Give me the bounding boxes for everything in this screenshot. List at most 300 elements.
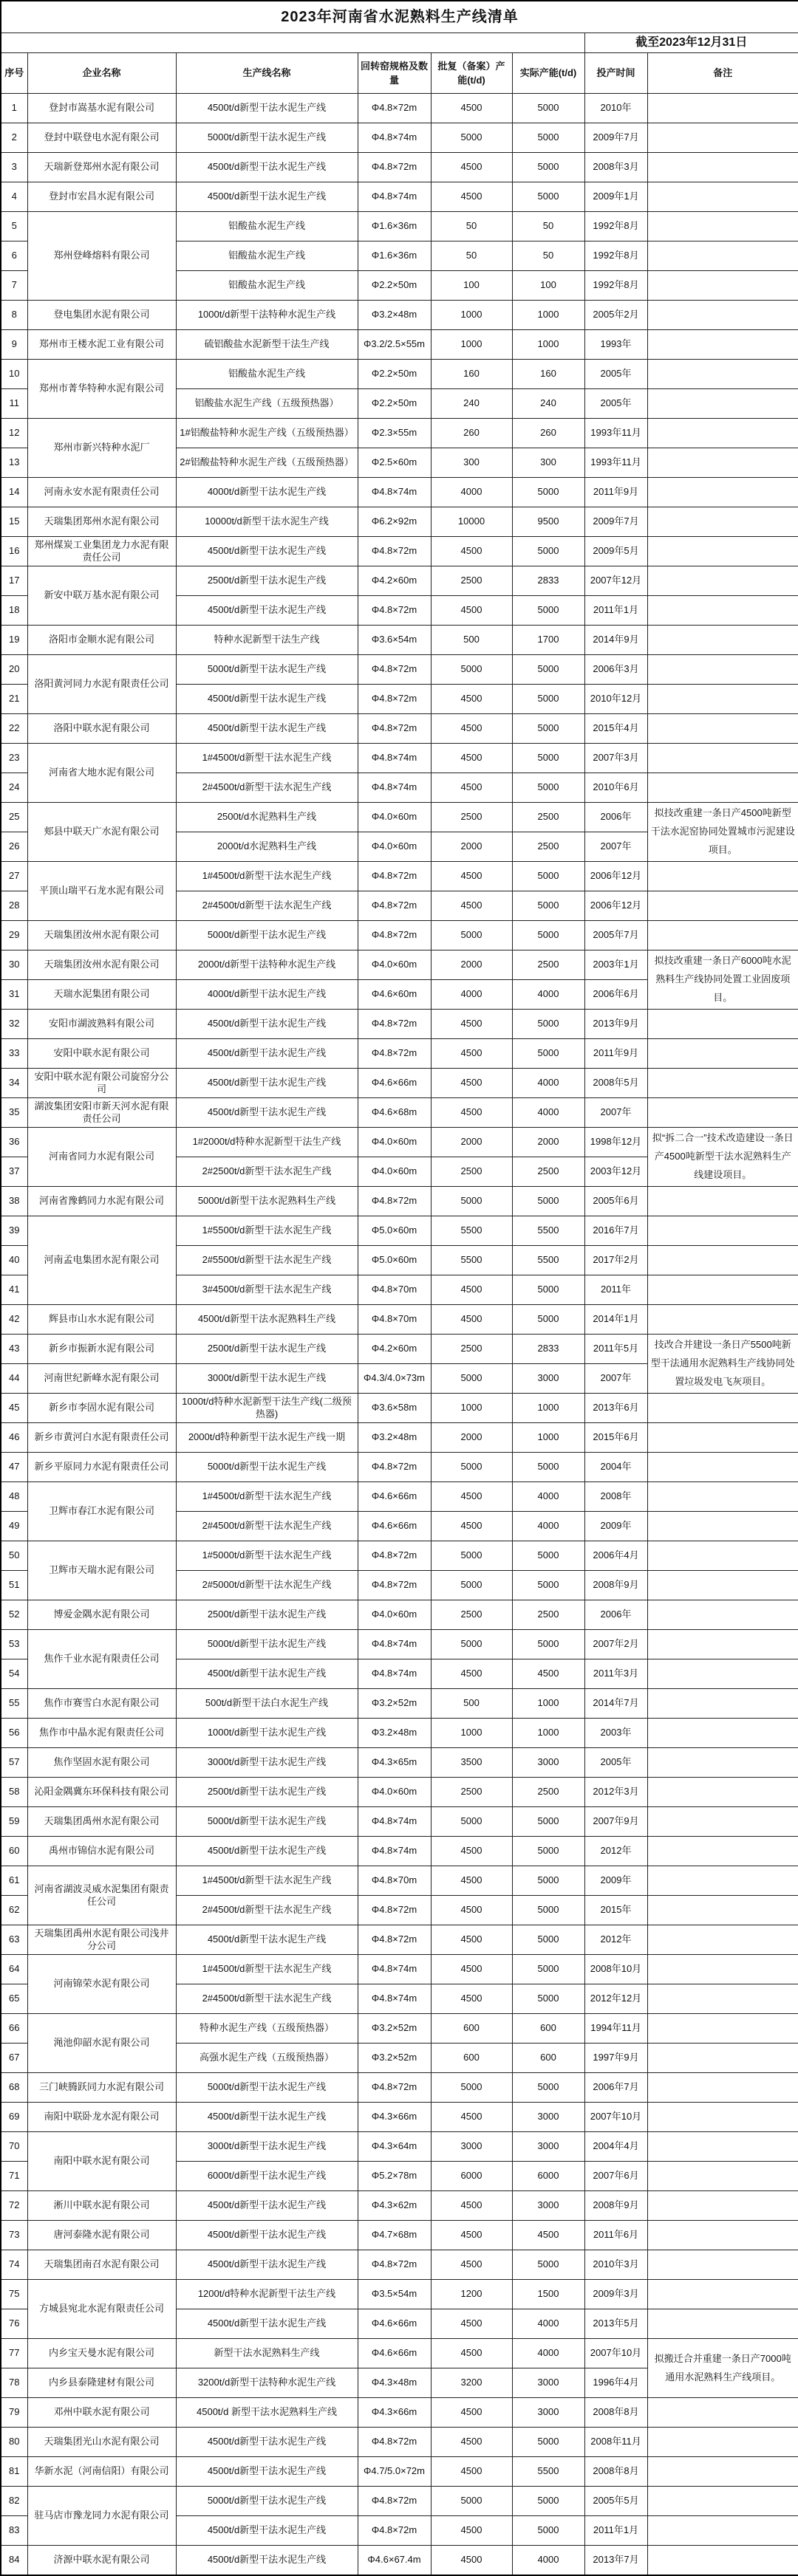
kiln-spec-cell: Φ4.6×66m [358,1512,431,1541]
remark-cell [647,1482,798,1512]
company-cell: 天瑞集团禹州水泥有限公司 [27,1807,176,1837]
remark-cell [647,360,798,389]
line-name-cell: 5000t/d新型干法水泥生产线 [176,921,358,950]
remark-cell: 拟“拆二合一”技术改造建设一条日产4500吨新型干法水泥熟料生产线建设项目。 [647,1128,798,1187]
approved-capacity-cell: 4500 [431,596,512,626]
actual-capacity-cell: 5000 [512,2428,584,2457]
approved-capacity-cell: 5000 [431,2487,512,2516]
line-name-cell: 5000t/d新型干法水泥生产线 [176,655,358,685]
line-name-cell: 2#4500t/d新型干法水泥生产线 [176,891,358,921]
kiln-spec-cell: Φ4.8×74m [358,1807,431,1837]
company-cell: 天瑞集团汝州水泥有限公司 [27,950,176,980]
company-cell: 郏县中联天广水泥有限公司 [27,803,176,862]
kiln-spec-cell: Φ2.2×50m [358,271,431,301]
line-name-cell: 2500t/d新型干法水泥生产线 [176,1335,358,1364]
commissioned-date-cell: 2011年5月 [584,1335,647,1364]
line-name-cell: 1000t/d新型干法水泥生产线 [176,1719,358,1748]
actual-capacity-cell: 2500 [512,1600,584,1630]
line-name-cell: 1#5000t/d新型干法水泥生产线 [176,1541,358,1571]
table-row [1,655,798,685]
table-row [1,2339,798,2368]
kiln-spec-cell: Φ3.6×54m [358,626,431,655]
kiln-spec-cell: Φ1.6×36m [358,242,431,271]
serial-cell: 59 [1,1807,27,1837]
kiln-spec-cell: Φ4.7/5.0×72m [358,2457,431,2487]
serial-cell: 71 [1,2162,27,2191]
company-cell: 安阳中联水泥有限公司旋窑分公司 [27,1069,176,1098]
commissioned-date-cell: 2009年5月 [584,537,647,566]
table-row [1,2073,798,2103]
company-cell: 登封中联登电水泥有限公司 [27,123,176,153]
commissioned-date-cell: 2008年9月 [584,1571,647,1600]
approved-capacity-cell: 4500 [431,182,512,212]
commissioned-date-cell: 2008年5月 [584,1069,647,1098]
serial-cell: 13 [1,448,27,478]
company-cell: 河南省湖波灵威水泥集团有限责任公司 [27,1866,176,1925]
approved-capacity-cell: 5000 [431,655,512,685]
commissioned-date-cell: 2008年8月 [584,2457,647,2487]
table-row [1,507,798,537]
remark-cell [647,2103,798,2132]
kiln-spec-cell: Φ4.8×74m [358,1630,431,1659]
line-name-cell: 2500t/d新型干法水泥生产线 [176,1778,358,1807]
approved-capacity-cell: 4500 [431,1305,512,1335]
serial-cell: 2 [1,123,27,153]
commissioned-date-cell: 2012年12月 [584,1984,647,2014]
remark-cell [647,1275,798,1305]
line-name-cell: 4500t/d新型干法水泥生产线 [176,1659,358,1689]
approved-capacity-cell: 240 [431,389,512,419]
actual-capacity-cell: 100 [512,271,584,301]
commissioned-date-cell: 2014年9月 [584,626,647,655]
company-cell: 南阳中联水泥有限公司 [27,2132,176,2191]
remark-cell [647,153,798,182]
actual-capacity-cell: 4000 [512,2309,584,2339]
company-cell: 华新水泥（河南信阳）有限公司 [27,2457,176,2487]
actual-capacity-cell: 1000 [512,1423,584,1453]
table-row [1,1778,798,1807]
table-row [1,714,798,744]
actual-capacity-cell: 4500 [512,2221,584,2250]
commissioned-date-cell: 2007年6月 [584,2162,647,2191]
serial-cell: 32 [1,1010,27,1039]
approved-capacity-cell: 50 [431,212,512,242]
remark-cell [647,862,798,891]
actual-capacity-cell: 3000 [512,2132,584,2162]
col-header-actual-capacity: 实际产能(t/d) [512,53,584,94]
serial-cell: 60 [1,1837,27,1866]
line-name-cell: 2#4500t/d新型干法水泥生产线 [176,1984,358,2014]
table-row [1,1630,798,1659]
commissioned-date-cell: 2003年1月 [584,950,647,980]
kiln-spec-cell: Φ4.8×72m [358,1187,431,1216]
serial-cell: 12 [1,419,27,448]
line-name-cell: 4500t/d新型干法水泥生产线 [176,153,358,182]
actual-capacity-cell: 5000 [512,655,584,685]
company-cell: 湖波集团安阳市新天河水泥有限责任公司 [27,1098,176,1128]
commissioned-date-cell: 2013年6月 [584,1394,647,1423]
approved-capacity-cell: 4500 [431,2103,512,2132]
line-name-cell: 1#5500t/d新型干法水泥生产线 [176,1216,358,1246]
line-name-cell: 6000t/d新型干法水泥生产线 [176,2162,358,2191]
table-row [1,2546,798,2575]
actual-capacity-cell: 1000 [512,301,584,330]
line-name-cell: 1#4500t/d新型干法水泥生产线 [176,1955,358,1984]
actual-capacity-cell: 5000 [512,2516,584,2546]
actual-capacity-cell: 5000 [512,1571,584,1600]
company-cell: 河南省同力水泥有限公司 [27,1128,176,1187]
commissioned-date-cell: 2009年3月 [584,2280,647,2309]
as-of-row [1,33,798,53]
line-name-cell: 4500t/d新型干法水泥熟料生产线 [176,1305,358,1335]
remark-cell [647,1394,798,1423]
kiln-spec-cell: Φ4.8×72m [358,891,431,921]
remark-cell [647,242,798,271]
kiln-spec-cell: Φ4.8×72m [358,537,431,566]
line-name-cell: 1#铝酸盐特种水泥生产线（五级预热器） [176,419,358,448]
line-name-cell: 2#5500t/d新型干法水泥生产线 [176,1246,358,1275]
kiln-spec-cell: Φ4.6×60m [358,980,431,1010]
commissioned-date-cell: 1992年8月 [584,271,647,301]
header-row [1,53,798,94]
serial-cell: 25 [1,803,27,832]
serial-cell: 17 [1,566,27,596]
remark-cell [647,1098,798,1128]
kiln-spec-cell: Φ4.8×72m [358,596,431,626]
approved-capacity-cell: 600 [431,2014,512,2044]
remark-cell [647,1955,798,1984]
serial-cell: 76 [1,2309,27,2339]
table-row [1,803,798,832]
serial-cell: 58 [1,1778,27,1807]
approved-capacity-cell: 2500 [431,1600,512,1630]
remark-cell [647,537,798,566]
table-row [1,1128,798,1157]
line-name-cell: 4500t/d新型干法水泥生产线 [176,2546,358,2575]
kiln-spec-cell: Φ4.8×74m [358,744,431,773]
line-name-cell: 铝酸盐水泥生产线 [176,360,358,389]
kiln-spec-cell: Φ6.2×92m [358,507,431,537]
line-name-cell: 1000t/d新型干法特种水泥生产线 [176,301,358,330]
commissioned-date-cell: 2008年8月 [584,2398,647,2428]
approved-capacity-cell: 4500 [431,1955,512,1984]
company-cell: 郑州市新兴特种水泥厂 [27,419,176,478]
serial-cell: 72 [1,2191,27,2221]
remark-cell [647,2044,798,2073]
commissioned-date-cell: 2007年9月 [584,1807,647,1837]
company-cell: 天瑞新登郑州水泥有限公司 [27,153,176,182]
kiln-spec-cell: Φ4.3/4.0×73m [358,1364,431,1394]
remark-cell: 拟技改重建一条日产4500吨新型干法水泥窑协同处置城市污泥建设项目。 [647,803,798,862]
approved-capacity-cell: 2500 [431,1157,512,1187]
table-row [1,744,798,773]
actual-capacity-cell: 5000 [512,537,584,566]
table-row [1,1541,798,1571]
serial-cell: 21 [1,685,27,714]
remark-cell [647,1778,798,1807]
serial-cell: 48 [1,1482,27,1512]
remark-cell [647,1896,798,1925]
company-cell: 河南世纪新峰水泥有限公司 [27,1364,176,1394]
serial-cell: 1 [1,94,27,123]
table-row [1,2457,798,2487]
actual-capacity-cell: 5000 [512,1807,584,1837]
commissioned-date-cell: 2009年 [584,1866,647,1896]
company-cell: 郑州登峰熔料有限公司 [27,212,176,301]
serial-cell: 63 [1,1925,27,1955]
serial-cell: 52 [1,1600,27,1630]
kiln-spec-cell: Φ4.6×66m [358,2309,431,2339]
actual-capacity-cell: 5000 [512,596,584,626]
table-row [1,1335,798,1364]
approved-capacity-cell: 5000 [431,1541,512,1571]
actual-capacity-cell: 1000 [512,1394,584,1423]
commissioned-date-cell: 2013年9月 [584,1010,647,1039]
actual-capacity-cell: 3000 [512,1748,584,1778]
serial-cell: 40 [1,1246,27,1275]
kiln-spec-cell: Φ4.8×70m [358,1305,431,1335]
approved-capacity-cell: 4500 [431,891,512,921]
line-name-cell: 新型干法水泥熟料生产线 [176,2339,358,2368]
kiln-spec-cell: Φ2.2×50m [358,389,431,419]
line-name-cell: 4500t/d新型干法水泥生产线 [176,2221,358,2250]
kiln-spec-cell: Φ4.8×74m [358,1955,431,1984]
commissioned-date-cell: 2015年 [584,1896,647,1925]
line-name-cell: 硫铝酸盐水泥新型干法生产线 [176,330,358,360]
commissioned-date-cell: 2010年12月 [584,685,647,714]
commissioned-date-cell: 2007年12月 [584,566,647,596]
commissioned-date-cell: 2006年7月 [584,2073,647,2103]
kiln-spec-cell: Φ2.5×60m [358,448,431,478]
kiln-spec-cell: Φ4.8×74m [358,1659,431,1689]
actual-capacity-cell: 1500 [512,2280,584,2309]
commissioned-date-cell: 2005年2月 [584,301,647,330]
commissioned-date-cell: 2014年1月 [584,1305,647,1335]
line-name-cell: 4500t/d新型干法水泥生产线 [176,685,358,714]
approved-capacity-cell: 4500 [431,773,512,803]
serial-cell: 23 [1,744,27,773]
approved-capacity-cell: 4500 [431,1512,512,1541]
remark-cell [647,212,798,242]
remark-cell [647,1423,798,1453]
serial-cell: 8 [1,301,27,330]
commissioned-date-cell: 2015年4月 [584,714,647,744]
kiln-spec-cell: Φ4.8×72m [358,1039,431,1069]
kiln-spec-cell: Φ4.0×60m [358,1157,431,1187]
remark-cell [647,566,798,596]
kiln-spec-cell: Φ3.2×52m [358,2044,431,2073]
commissioned-date-cell: 2003年 [584,1719,647,1748]
company-cell: 新安中联万基水泥有限公司 [27,566,176,626]
serial-cell: 73 [1,2221,27,2250]
line-name-cell: 2#4500t/d新型干法水泥生产线 [176,1896,358,1925]
serial-cell: 5 [1,212,27,242]
table-row [1,1600,798,1630]
serial-cell: 84 [1,2546,27,2575]
line-name-cell: 3000t/d新型干法水泥生产线 [176,1748,358,1778]
kiln-spec-cell: Φ3.2×52m [358,1689,431,1719]
kiln-spec-cell: Φ4.6×66m [358,1482,431,1512]
kiln-spec-cell: Φ4.6×68m [358,1098,431,1128]
company-cell: 驻马店市豫龙同力水泥有限公司 [27,2487,176,2546]
col-header-line-name: 生产线名称 [176,53,358,94]
company-cell: 洛阳市金顺水泥有限公司 [27,626,176,655]
serial-cell: 50 [1,1541,27,1571]
actual-capacity-cell: 4000 [512,1069,584,1098]
kiln-spec-cell: Φ3.6×58m [358,1394,431,1423]
remark-cell [647,1748,798,1778]
kiln-spec-cell: Φ4.8×74m [358,1837,431,1866]
remark-cell [647,2428,798,2457]
kiln-spec-cell: Φ5.2×78m [358,2162,431,2191]
commissioned-date-cell: 2004年 [584,1453,647,1482]
remark-cell [647,2309,798,2339]
company-cell: 登封市嵩基水泥有限公司 [27,94,176,123]
approved-capacity-cell: 1000 [431,1394,512,1423]
commissioned-date-cell: 1996年4月 [584,2368,647,2398]
kiln-spec-cell: Φ4.8×72m [358,2250,431,2280]
remark-cell: 拟技改重建一条日产6000吨水泥熟料生产线协同处置工业固废项目。 [647,950,798,1010]
commissioned-date-cell: 2015年6月 [584,1423,647,1453]
remark-cell [647,773,798,803]
remark-cell [647,1866,798,1896]
line-name-cell: 1#4500t/d新型干法水泥生产线 [176,1866,358,1896]
serial-cell: 82 [1,2487,27,2516]
commissioned-date-cell: 2006年12月 [584,891,647,921]
approved-capacity-cell: 2000 [431,950,512,980]
kiln-spec-cell: Φ4.8×72m [358,1925,431,1955]
line-name-cell: 2#2500t/d新型干法水泥生产线 [176,1157,358,1187]
company-cell: 郑州市菁华特种水泥有限公司 [27,360,176,419]
remark-cell: 技改合并建设一条日产5500吨新型干法通用水泥熟料生产线协同处置垃圾发电飞灰项目。 [647,1335,798,1394]
table-row [1,1098,798,1128]
serial-cell: 68 [1,2073,27,2103]
remark-cell [647,1984,798,2014]
company-cell: 沁阳金隅冀东环保科技有限公司 [27,1778,176,1807]
table-row [1,862,798,891]
actual-capacity-cell: 2000 [512,1128,584,1157]
kiln-spec-cell: Φ4.3×64m [358,2132,431,2162]
remark-cell [647,182,798,212]
actual-capacity-cell: 5000 [512,891,584,921]
company-cell: 新乡市黄河白水泥有限责任公司 [27,1423,176,1453]
kiln-spec-cell: Φ3.2×48m [358,1423,431,1453]
approved-capacity-cell: 10000 [431,507,512,537]
serial-cell: 45 [1,1394,27,1423]
table-row [1,1807,798,1837]
actual-capacity-cell: 5500 [512,2457,584,2487]
commissioned-date-cell: 2013年5月 [584,2309,647,2339]
serial-cell: 43 [1,1335,27,1364]
actual-capacity-cell: 5500 [512,1216,584,1246]
company-cell: 焦作坚固水泥有限公司 [27,1748,176,1778]
remark-cell [647,2191,798,2221]
remark-cell [647,1069,798,1098]
kiln-spec-cell: Φ4.3×66m [358,2103,431,2132]
approved-capacity-cell: 5000 [431,1187,512,1216]
commissioned-date-cell: 2009年1月 [584,182,647,212]
table-row [1,950,798,980]
serial-cell: 16 [1,537,27,566]
serial-cell: 51 [1,1571,27,1600]
line-name-cell: 5000t/d新型干法水泥生产线 [176,123,358,153]
kiln-spec-cell: Φ4.8×72m [358,1010,431,1039]
commissioned-date-cell: 2010年3月 [584,2250,647,2280]
kiln-spec-cell: Φ4.3×62m [358,2191,431,2221]
serial-cell: 53 [1,1630,27,1659]
serial-cell: 54 [1,1659,27,1689]
company-cell: 内乡宝天曼水泥有限公司 [27,2339,176,2368]
serial-cell: 64 [1,1955,27,1984]
line-name-cell: 2#4500t/d新型干法水泥生产线 [176,773,358,803]
actual-capacity-cell: 5000 [512,1866,584,1896]
commissioned-date-cell: 2009年7月 [584,507,647,537]
remark-cell [647,1807,798,1837]
approved-capacity-cell: 3500 [431,1748,512,1778]
serial-cell: 30 [1,950,27,980]
kiln-spec-cell: Φ4.8×72m [358,714,431,744]
company-cell: 天瑞水泥集团有限公司 [27,980,176,1010]
kiln-spec-cell: Φ4.8×74m [358,123,431,153]
actual-capacity-cell: 4000 [512,1512,584,1541]
approved-capacity-cell: 4500 [431,1837,512,1866]
kiln-spec-cell: Φ4.2×60m [358,566,431,596]
company-cell: 新乡市振新水泥有限公司 [27,1335,176,1364]
approved-capacity-cell: 4500 [431,94,512,123]
company-cell: 洛阳中联水泥有限公司 [27,714,176,744]
table-row [1,1719,798,1748]
kiln-spec-cell: Φ4.8×72m [358,1453,431,1482]
line-name-cell: 1#2000t/d特种水泥新型干法生产线 [176,1128,358,1157]
table-row [1,2250,798,2280]
line-name-cell: 铝酸盐水泥生产线 [176,271,358,301]
table-row [1,1394,798,1423]
col-header-commissioned-date: 投产时间 [584,53,647,94]
commissioned-date-cell: 2007年 [584,1098,647,1128]
line-name-cell: 3000t/d新型干法水泥生产线 [176,1364,358,1394]
actual-capacity-cell: 5000 [512,2073,584,2103]
kiln-spec-cell: Φ4.0×60m [358,1128,431,1157]
kiln-spec-cell: Φ4.8×72m [358,862,431,891]
actual-capacity-cell: 300 [512,448,584,478]
actual-capacity-cell: 5000 [512,2487,584,2516]
line-name-cell: 4500t/d新型干法水泥生产线 [176,2250,358,2280]
serial-cell: 3 [1,153,27,182]
company-cell: 安阳市湖波熟料有限公司 [27,1010,176,1039]
line-name-cell: 4500t/d 新型干法水泥熟料生产线 [176,2398,358,2428]
table-row [1,1039,798,1069]
kiln-spec-cell: Φ4.8×72m [358,1541,431,1571]
line-name-cell: 2000t/d特种新型干法水泥生产线一期 [176,1423,358,1453]
serial-cell: 79 [1,2398,27,2428]
commissioned-date-cell: 1993年11月 [584,419,647,448]
actual-capacity-cell: 5000 [512,714,584,744]
approved-capacity-cell: 4500 [431,1482,512,1512]
approved-capacity-cell: 5000 [431,1364,512,1394]
remark-cell [647,1187,798,1216]
line-name-cell: 3#4500t/d新型干法水泥生产线 [176,1275,358,1305]
approved-capacity-cell: 5000 [431,1571,512,1600]
serial-cell: 11 [1,389,27,419]
approved-capacity-cell: 4500 [431,1010,512,1039]
approved-capacity-cell: 5000 [431,123,512,153]
company-cell: 渑池仰韶水泥有限公司 [27,2014,176,2073]
approved-capacity-cell: 5000 [431,2073,512,2103]
company-cell: 天瑞集团禹州水泥有限公司浅井分公司 [27,1925,176,1955]
remark-cell [647,1837,798,1866]
company-cell: 邓州中联水泥有限公司 [27,2398,176,2428]
kiln-spec-cell: Φ4.3×66m [358,2398,431,2428]
